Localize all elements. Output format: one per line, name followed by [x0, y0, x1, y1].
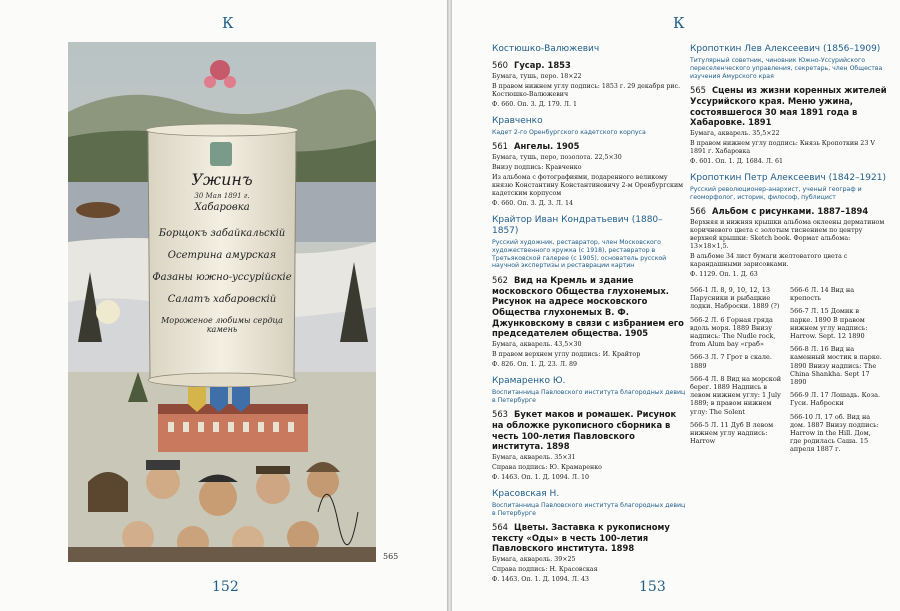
menu-course: Мороженое любимы сердца камень [161, 316, 283, 334]
sub-item: 566-6 Л. 14 Вид на крепость [790, 285, 855, 303]
work-meta: Верхняя и нижняя крышки альбома оклеены дерматином коричневого цвета с золотым тиснением по центру верхней крышки: Sketch book. Формат альбома: 13×18×1,5. [690, 218, 885, 250]
catalog-entry [492, 489, 688, 584]
catalog-entry [690, 44, 888, 166]
sub-item: 566-4 Л. 8 Вид на морской берег. 1889 Надпись в левом нижнем углу: 1 July 1889; в правом нижнем углу: The Solent [690, 374, 782, 416]
sub-items [690, 286, 888, 459]
work-meta: Бумага, акварель. 39×25 [492, 556, 576, 564]
menu-course: Фазаны южно-уссурійскіе [152, 272, 292, 283]
artist-bio: Русский революционер-анархист, ученый географ и геоморфолог, историк, философ, публицист [690, 185, 862, 201]
work-title [492, 275, 688, 339]
folio: 153 [639, 579, 666, 595]
work-meta: Бумага, тушь, перо. 18×22 [492, 72, 582, 80]
work-title-text: Сцены из жизни коренных жителей Уссурийского края. Меню ужина, состоявшегося 30 мая 1891 года в Хабаровке. 1891 [690, 85, 887, 128]
work-number: 561 [492, 141, 508, 152]
work-meta: Бумага, акварель. 43,5×30 [492, 340, 582, 348]
work-title-text: Букет маков и ромашек. Рисунок на обложке рукописного сборника в честь 100-летия Павловского института. 1898 [492, 409, 677, 452]
menu-course: Салатъ хабаровскій [167, 294, 277, 305]
catalog-entry [492, 215, 688, 369]
artist-bio: Воспитанница Павловского института благородных девиц в Петербурге [492, 501, 686, 517]
work-title [690, 206, 888, 217]
work-meta: В альбоме 34 лист бумаги желтоватого цвета с карандашными зарисовками. [690, 252, 848, 268]
artist-name: Кравченко [492, 115, 543, 126]
sub-item: 566-2 Л. 6 Горная гряда вдоль моря. 1889 Внизу надпись: The Nudle rock, from Alum bay «граб» [690, 315, 776, 349]
plate-number: 565 [383, 552, 399, 561]
artist-name: Кропоткин Петр Алексеевич (1842–1921) [690, 172, 886, 183]
artist-name: Красовская Н. [492, 488, 560, 499]
work-number: 565 [690, 85, 706, 96]
work-title-text: Альбом с рисунками. 1887–1894 [712, 206, 869, 217]
running-head: К [222, 14, 234, 32]
catalog-entry [492, 116, 688, 208]
work-number: 563 [492, 409, 508, 420]
sub-item: 566-5 Л. 11 Дуб В левом нижнем углу надпись: Harrow [690, 420, 774, 446]
artist-name: Крайтор Иван Кондратьевич (1880–1857) [492, 214, 663, 236]
menu-place: Хабаровка [194, 202, 250, 213]
artist-bio: Титулярный советник, чиновник Южно-Уссурийского переселенческого управления, секретарь, член Общества изучения Амурского края [690, 57, 883, 80]
menu-illustration [68, 42, 376, 562]
sub-items-right [790, 286, 882, 459]
running-head: К [673, 14, 685, 32]
work-meta: Справа подпись: Ю. Крамаренко [492, 463, 602, 471]
work-meta: В правом верхнем углу подпись: И. Крайтор [492, 350, 641, 358]
work-meta: Ф. 660. Оп. 3. Д. 3. Л. 14 [492, 199, 574, 207]
catalog-entry [690, 173, 888, 279]
work-meta: Ф. 1463. Оп. 1. Д. 1094. Л. 43 [492, 576, 590, 584]
work-meta: Ф. 1129. Оп. 1. Д. 63 [690, 270, 758, 278]
work-meta: Бумага, акварель. 35×31 [492, 453, 576, 461]
work-meta: Бумага, тушь, перо, позолота. 22,5×30 [492, 153, 622, 161]
sub-items-left [690, 286, 782, 459]
column-1 [492, 44, 688, 591]
menu-title: Ужинъ [191, 170, 253, 189]
work-meta: В правом нижнем углу подпись: 1853 г. 29 декабря рис. Костюшко-Валюжевич [492, 82, 681, 98]
sub-item: 566-3 Л. 7 Грот в скале. 1889 [690, 353, 772, 370]
artist-name: Крамаренко Ю. [492, 375, 566, 386]
work-number: 566 [690, 206, 706, 217]
sub-item: 566-9 Л. 17 Лошадь. Коза. Гуси. Наброски [790, 391, 881, 408]
work-number: 560 [492, 60, 508, 70]
sub-item: 566-10 Л. 17 об. Вид на дом. 1887 Внизу подпись: Harrow in the Hill. Дом, где родилась Саша. 15 апреля 1887 г. [790, 412, 879, 454]
folio: 152 [212, 579, 239, 595]
work-title-text: Цветы. Заставка к рукописному тексту «Оды» в честь 100-летия Павловского института. 1898 [492, 522, 670, 554]
work-title [492, 522, 688, 554]
artist-name: Кропоткин Лев Алексеевич (1856–1909) [690, 44, 881, 54]
work-meta: Из альбома с фотографиями, подаренного великому князю Константину Константиновичу 2-м Оренбургским кадетским корпусом [492, 173, 684, 197]
artist-name: Костюшко-Валюжевич [492, 44, 600, 54]
right-page [452, 0, 900, 611]
work-meta: Бумага, акварель. 35,5×22 [690, 129, 780, 137]
work-title-text: Вид на Кремль и здание московского Общества глухонемых. Рисунок на адресе московского Общества глухонемых В. Ф. Джунковскому в связи с избранием его председателем общества. 1905 [492, 275, 684, 339]
artist-bio: Русский художник, реставратор, член Московского художественного кружка (с 1918), реставратор в Третьяковской галерее (с 1905), основатель русской научной экспертизы и реставрации картин [492, 238, 667, 270]
sub-item: 566-1 Л. 8, 9, 10, 12, 13 Парусники и рыбацкие лодки. Наброски. 1889 (?) [690, 285, 780, 311]
column-2 [690, 44, 888, 459]
menu-course: Осетрина амурская [167, 250, 277, 261]
sub-item: 566-7 Л. 15 Домик в парке. 1890 В правом нижнем углу надпись: Harrow. Sept. 12 1890 [790, 307, 868, 340]
work-title [690, 85, 888, 127]
left-page [0, 0, 447, 611]
catalog-entry [492, 376, 688, 482]
work-meta: Ф. 826. Оп. 1. Д. 23. Л. 89 [492, 360, 578, 368]
work-meta: Ф. 660. Оп. 3. Д. 179. Л. 1 [492, 100, 578, 108]
work-title-text: Гусар. 1853 [514, 60, 571, 70]
artist-bio: Воспитанница Павловского института благородных девиц в Петербурге [492, 388, 686, 404]
work-title [492, 141, 688, 152]
work-meta: Ф. 1463. Оп. 1. Д. 1094. Л. 10 [492, 473, 590, 481]
work-number: 562 [492, 275, 508, 286]
work-meta: В правом нижнем углу подпись: Князь Кропоткин 23 V 1891 г. Хабаровка [690, 139, 875, 155]
work-meta: Ф. 601. Оп. 1. Д. 1684. Л. 61 [690, 157, 784, 165]
artist-bio: Кадет 2-го Оренбургского кадетского корпуса [492, 128, 646, 136]
catalog-entry [492, 44, 688, 109]
work-title [492, 60, 688, 71]
menu-date: 30 Мая 1891 г. [194, 192, 250, 200]
menu-course: Борщокъ забайкальскій [158, 228, 286, 239]
work-title-text: Ангелы. 1905 [514, 141, 580, 152]
work-number: 564 [492, 522, 508, 533]
work-title [492, 409, 688, 451]
sub-item: 566-8 Л. 16 Вид на каменный мостик в парке. 1890 Внизу надпись: The China Shankha. Sept 17 1890 [790, 345, 882, 386]
work-meta: Справа подпись: Н. Красовская [492, 566, 598, 574]
work-meta: Внизу подпись: Кравченко [492, 163, 582, 171]
